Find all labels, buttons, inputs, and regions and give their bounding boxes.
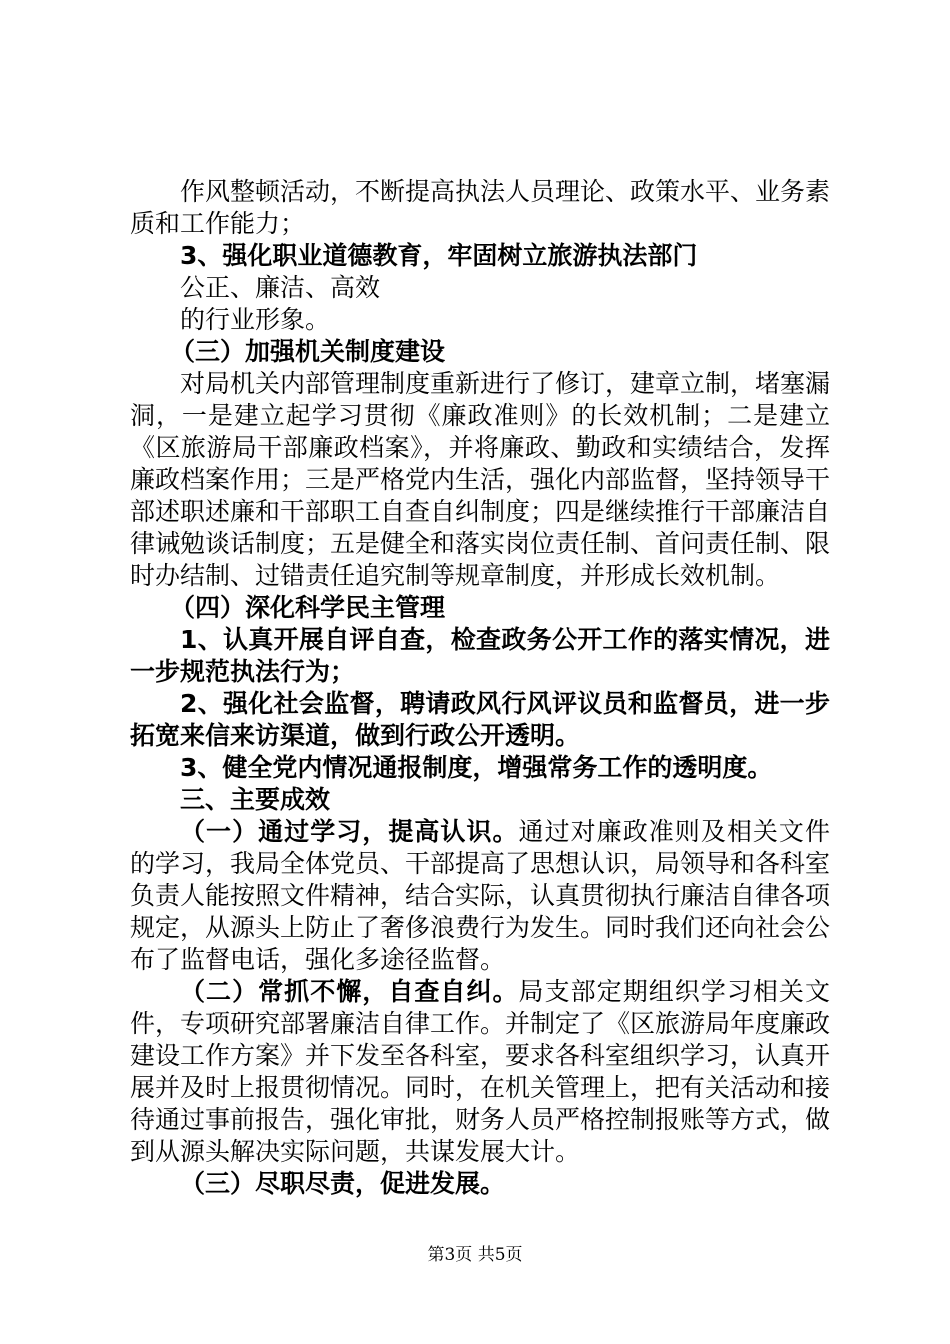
- paragraph-system-revision: 对局机关内部管理制度重新进行了修订，建章立制，堵塞漏洞，一是建立起学习贯彻《廉政准则》的长效机制；二是建立《区旅游局干部廉政档案》，并将廉政、勤政和实绩结合，发挥廉政档案作用；三是严格党内生活，强化内部监督，坚持领导干部述职述廉和干部职工自查自纠制度；四是继续推行干部廉洁自律诫勉谈话制度；五是健全和落实岗位责任制、首问责任制、限时办结制、过错责任追究制等规章制度，并形成长效机制。: [130, 369, 831, 590]
- paragraph-study-awareness-body: 通过对廉政准则及相关文件的学习，我局全体党员、干部提高了思想认识，局领导和各科室负责人能按照文件精神，结合实际，认真贯彻执行廉洁自律各项规定，从源头上防止了奢侈浪费行为发生。同时我们还向社会公布了监督电话，强化多途径监督。: [130, 817, 831, 974]
- heading-democratic-management: （四）深化科学民主管理: [170, 593, 446, 622]
- paragraph-work-style: 作风整顿活动，不断提高执法人员理论、政策水平、业务素质和工作能力；: [130, 177, 831, 238]
- paragraph-study-awareness: [130, 816, 830, 976]
- item-social-supervision: 2、强化社会监督，聘请政风行风评议员和监督员，进一步拓宽来信来访渠道，做到行政公开透明。: [130, 689, 830, 750]
- paragraph-self-check: [130, 976, 830, 1168]
- heading-system-building: （三）加强机关制度建设: [170, 337, 446, 366]
- paragraph-integrity-words: 公正、廉洁、高效: [180, 273, 381, 302]
- paragraph-self-check-head: （二）常抓不懈，自查自纠。: [180, 977, 519, 1006]
- paragraph-study-awareness-head: （一）通过学习，提高认识。: [180, 817, 519, 846]
- item-professional-ethics: 3、强化职业道德教育，牢固树立旅游执法部门: [180, 241, 698, 270]
- item-party-reporting: 3、健全党内情况通报制度，增强常务工作的透明度。: [180, 753, 773, 782]
- item-self-evaluation: 1、认真开展自评自查，检查政务公开工作的落实情况，进一步规范执法行为；: [130, 625, 830, 686]
- document-body: [130, 176, 830, 1200]
- paragraph-industry-image: 的行业形象。: [180, 305, 331, 334]
- paragraph-self-check-body: 局支部定期组织学习相关文件，专项研究部署廉洁自律工作。并制定了《区旅游局年度廉政建设工作方案》并下发至各科室，要求各科室组织学习，认真开展并及时上报贯彻情况。同时，在机关管理上，把有关活动和接待通过事前报告，强化审批，财务人员严格控制报账等方式，做到从源头解决实际问题，共谋发展大计。: [130, 977, 831, 1166]
- heading-duty-development: （三）尽职尽责，促进发展。: [180, 1169, 506, 1198]
- heading-main-results: 三、主要成效: [180, 785, 331, 814]
- page-number-footer: 第3页 共5页: [427, 1245, 523, 1265]
